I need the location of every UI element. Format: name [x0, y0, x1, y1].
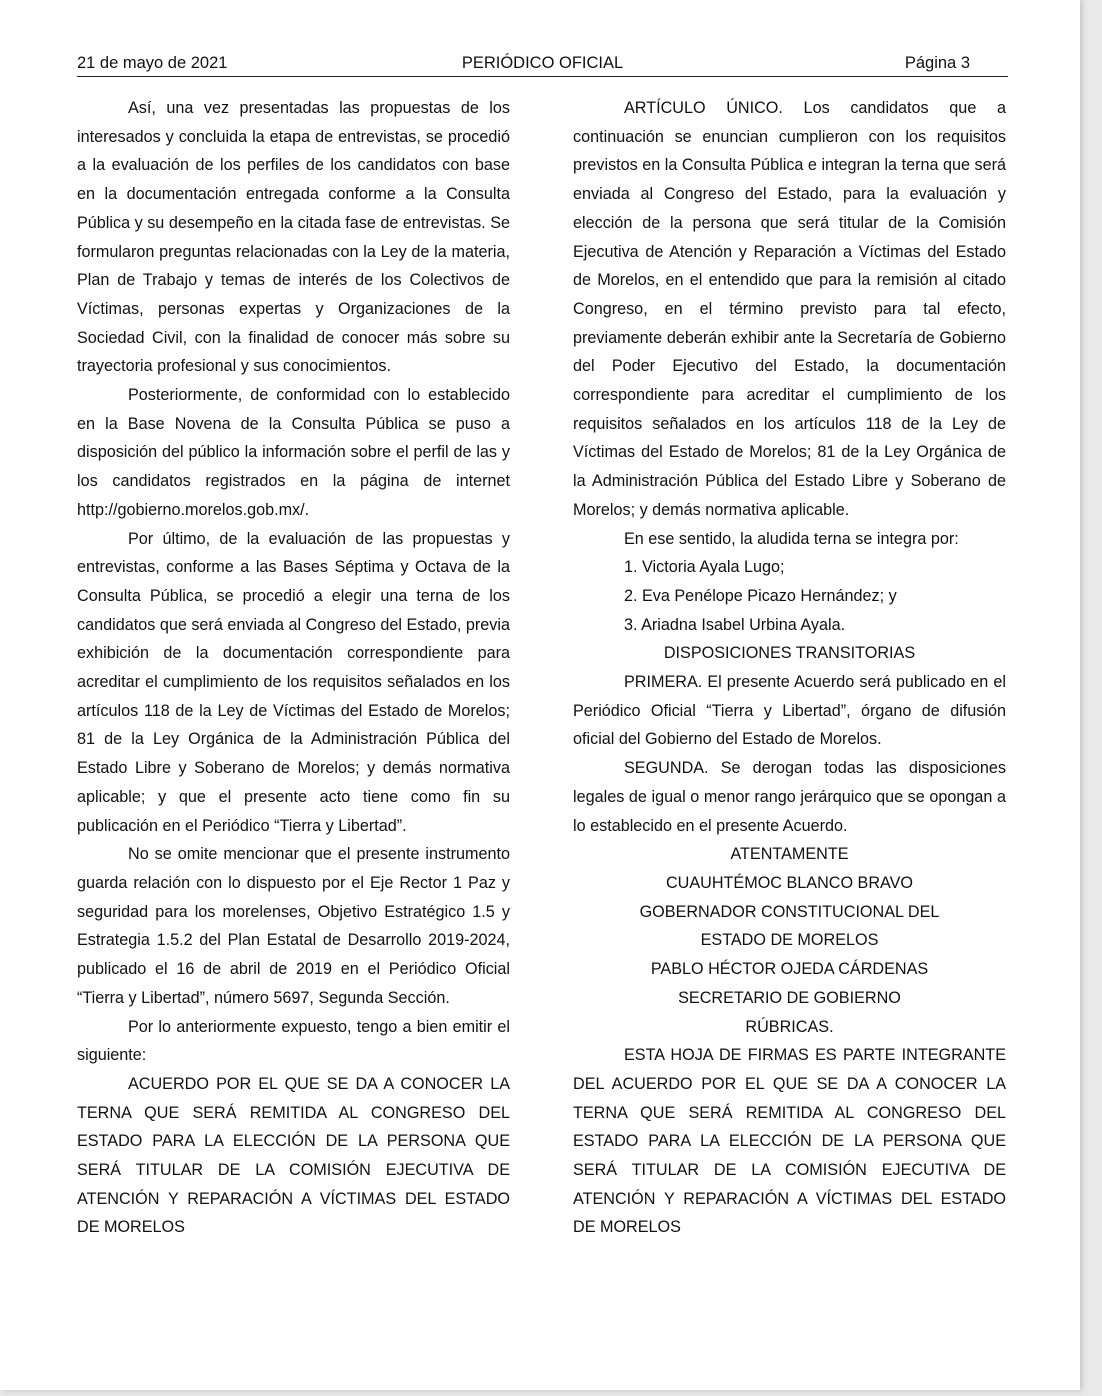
- signature-secretary-name: PABLO HÉCTOR OJEDA CÁRDENAS: [650, 960, 929, 979]
- terna-item-2: 2. Eva Penélope Picazo Hernández; y: [624, 586, 897, 605]
- page-header: [77, 54, 1008, 77]
- paragraph-por-lo-anterior: Por lo anteriormente expuesto, tengo a bien emitir el siguiente:: [77, 1017, 510, 1065]
- signature-governor-name: CUAUHTÉMOC BLANCO BRAVO: [665, 873, 914, 892]
- paragraph-por-ultimo: Por último, de la evaluación de las propuestas y entrevistas, conforme a las Bases Séptima y Octava de la Consulta Pública, se procedió a elegir una terna de los candidatos que será enviada al Congreso del Estado, previa exhibición de la documentación correspondiente para acreditar el cumplimiento de los requisitos señalados en los artículos 118 de la Ley de Víctimas del Estado de Morelos; 81 de la Ley Orgánica de la Administración Pública del Estado Libre y Soberano de Morelos; y demás normativa aplicable; y que el presente acto tiene como fin su publicación en el Periódico “Tierra y Libertad”.: [77, 529, 510, 835]
- terna-item-1: 1. Victoria Ayala Lugo;: [624, 558, 785, 577]
- transitoria-segunda: SEGUNDA. Se derogan todas las disposiciones legales de igual o menor rango jerárquico que se opongan a lo establecido en el presente Acuerdo.: [573, 759, 1006, 835]
- signature-governor-title-1: GOBERNADOR CONSTITUCIONAL DEL: [639, 902, 940, 921]
- terna-item-3: 3. Ariadna Isabel Urbina Ayala.: [624, 615, 846, 634]
- transitorias-heading: DISPOSICIONES TRANSITORIAS: [663, 644, 916, 663]
- header-title: PERIÓDICO OFICIAL: [461, 54, 624, 72]
- signature-rubricas: RÚBRICAS.: [745, 1017, 834, 1036]
- paragraph-evaluacion: Así, una vez presentadas las propuestas de los interesados y concluida la etapa de entrevistas, se procedió a la evaluación de los perfiles de los candidatos con base en la documentación entregada conforme a la Consulta Pública y su desempeño en la citada fase de entrevistas. Se formularon preguntas relacionadas con la Ley de la materia, Plan de Trabajo y temas de interés de los Colectivos de Víctimas, personas expertas y Organizaciones de la Sociedad Civil, con la finalidad de conocer más sobre su trayectoria profesional y sus conocimientos.: [77, 99, 510, 376]
- acuerdo-title: ACUERDO POR EL QUE SE DA A CONOCER LA TERNA QUE SERÁ REMITIDA AL CONGRESO DEL ESTADO PARA LA ELECCIÓN DE LA PERSONA QUE SERÁ TITULAR DE LA COMISIÓN EJECUTIVA DE ATENCIÓN Y REPARACIÓN A VÍCTIMAS DEL ESTADO DE MORELOS: [77, 1074, 510, 1237]
- terna-intro: En ese sentido, la aludida terna se integra por:: [624, 529, 959, 548]
- header-date: 21 de mayo de 2021: [77, 54, 228, 72]
- left-column: [77, 94, 510, 1242]
- signature-secretary-title: SECRETARIO DE GOBIERNO: [678, 988, 901, 1007]
- header-page-number: Página 3: [904, 54, 970, 72]
- paragraph-posteriormente: Posteriormente, de conformidad con lo establecido en la Base Novena de la Consulta Pública se puso a disposición del público la información sobre el perfil de las y los candidatos registrados en la página de internet http://gobierno.morelos.gob.mx/.: [77, 386, 510, 519]
- hoja-de-firmas-note: ESTA HOJA DE FIRMAS ES PARTE INTEGRANTE DEL ACUERDO POR EL QUE SE DA A CONOCER LA TERNA QUE SERÁ REMITIDA AL CONGRESO DEL ESTADO PARA LA ELECCIÓN DE LA PERSONA QUE SERÁ TITULAR DE LA COMISIÓN EJECUTIVA DE ATENCIÓN Y REPARACIÓN A VÍCTIMAS DEL ESTADO DE MORELOS: [573, 1046, 1006, 1237]
- signature-governor-title-2: ESTADO DE MORELOS: [700, 931, 879, 950]
- right-column: [573, 94, 1006, 1242]
- articulo-unico: ARTÍCULO ÚNICO. Los candidatos que a continuación se enuncian cumplieron con los requisitos previstos en la Consulta Pública e integran la terna que será enviada al Congreso del Estado, para la evaluación y elección de la persona que será titular de la Comisión Ejecutiva de Atención y Reparación a Víctimas del Estado de Morelos, en el entendido que para la remisión al citado Congreso, en el término previsto para tal efecto, previamente deberán exhibir ante la Secretaría de Gobierno del Poder Ejecutivo del Estado, la documentación correspondiente para acreditar el cumplimiento de los requisitos señalados en los artículos 118 de la Ley de Víctimas del Estado de Morelos; 81 de la Ley Orgánica de la Administración Pública del Estado Libre y Soberano de Morelos; y demás normativa aplicable.: [573, 99, 1006, 519]
- paragraph-no-se-omite: No se omite mencionar que el presente instrumento guarda relación con lo dispuesto por el Eje Rector 1 Paz y seguridad para los morelenses, Objetivo Estratégico 1.5 y Estrategia 1.5.2 del Plan Estatal de Desarrollo 2019-2024, publicado el 16 de abril de 2019 en el Periódico Oficial “Tierra y Libertad”, número 5697, Segunda Sección.: [77, 845, 510, 1007]
- signature-atentamente: ATENTAMENTE: [730, 845, 849, 864]
- transitoria-primera: PRIMERA. El presente Acuerdo será publicado en el Periódico Oficial “Tierra y Libertad”, órgano de difusión oficial del Gobierno del Estado de Morelos.: [573, 673, 1006, 749]
